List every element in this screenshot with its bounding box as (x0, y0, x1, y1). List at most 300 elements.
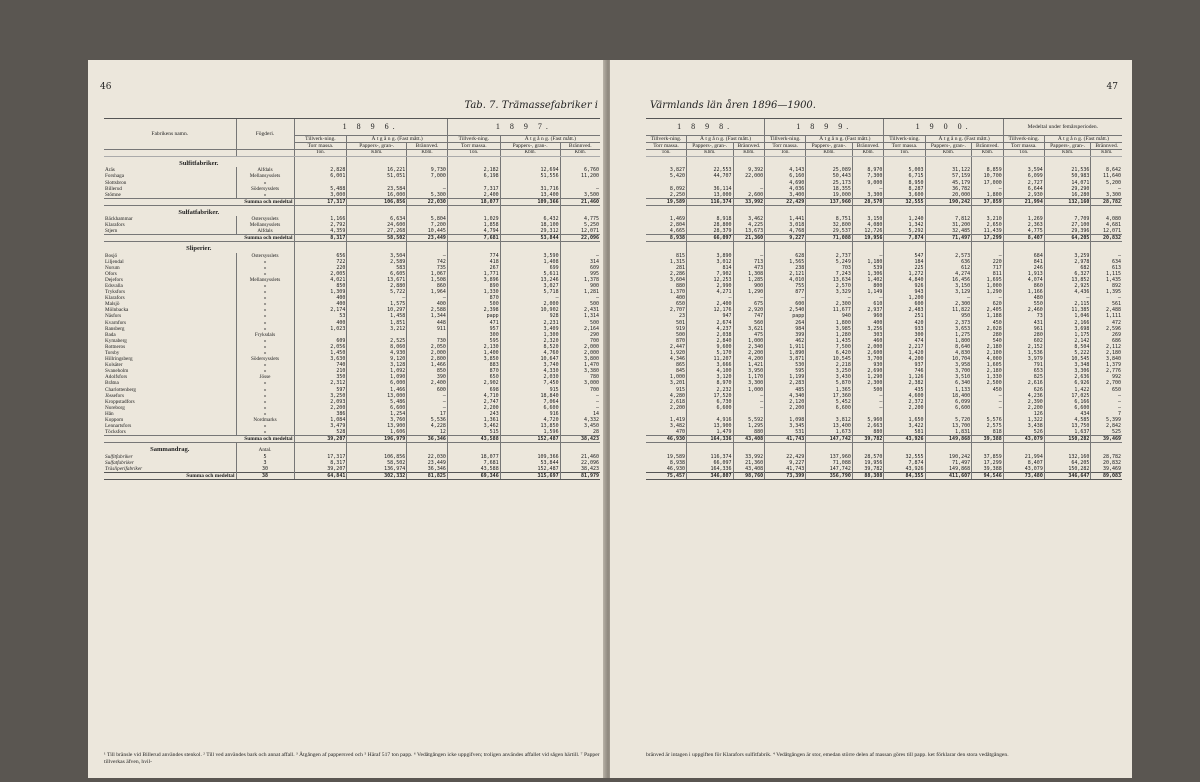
value-cell: 3,979 (1003, 356, 1044, 362)
sum-value: 20,832 (1091, 235, 1122, 242)
section-spacer (1091, 157, 1122, 168)
total-value: 315,697 (500, 472, 560, 479)
sum-value: 46,930 (646, 436, 686, 443)
value-cell: 280 (972, 332, 1004, 338)
sum-value: 137,960 (806, 198, 853, 205)
value-cell: 4,237 (686, 326, 733, 332)
value-cell: 6,600 (686, 405, 733, 411)
value-cell: 2,842 (1091, 423, 1122, 429)
value-cell: 950 (925, 313, 972, 319)
district-name: Fryksdals (236, 332, 294, 338)
value-cell: 5,722 (347, 289, 407, 295)
section-spacer (884, 242, 925, 253)
value-cell: 2,028 (972, 326, 1004, 332)
value-cell: 25,089 (806, 167, 853, 173)
header-tillverk: Tillverk-ning. (294, 136, 347, 143)
value-cell: 919 (675, 325, 685, 332)
header-1897: 1 8 9 7. (447, 119, 600, 136)
value-cell: 3,871 (765, 356, 806, 362)
value-cell: 1,240 (884, 216, 925, 222)
value-cell: 33,992 (733, 454, 765, 460)
value-cell: 448 (407, 320, 448, 326)
sum-value: 39,388 (972, 436, 1004, 443)
value-cell: 11,385 (1044, 307, 1091, 313)
value-cell: 814 (686, 265, 733, 271)
value-cell: 5,718 (500, 289, 560, 295)
table-row (646, 429, 1122, 436)
value-cell: 700 (560, 338, 600, 344)
value-cell: 5,222 (1044, 350, 1091, 356)
value-cell: 5,249 (806, 259, 853, 265)
value-cell: 21,994 (1003, 454, 1044, 460)
unit-blank (236, 150, 294, 157)
value-cell: 845 (675, 368, 685, 375)
value-cell: 1,180 (852, 259, 884, 265)
value-cell: 6,730 (686, 399, 733, 405)
value-cell: 45,179 (925, 180, 972, 186)
count-cell: 5 (236, 454, 294, 460)
value-cell: 2,180 (972, 344, 1004, 350)
value-cell: — (560, 393, 600, 399)
value-cell: 462 (765, 338, 806, 344)
district-name: » (236, 393, 294, 399)
value-cell: 609 (560, 265, 600, 271)
sum-label: Summa och medeltal (104, 436, 294, 443)
factory-name: Billerud (105, 185, 123, 192)
value-cell: 992 (1091, 374, 1122, 380)
value-cell: 937 (884, 362, 925, 368)
value-cell: 1,067 (407, 271, 448, 277)
value-cell: 13,900 (686, 423, 733, 429)
value-cell: 6,160 (765, 173, 806, 179)
sum-value: 132,160 (1044, 198, 1091, 205)
value-cell: — (560, 399, 600, 405)
district-name: » (236, 399, 294, 405)
section-spacer-row (646, 242, 1122, 253)
value-cell: 3,700 (852, 356, 884, 362)
value-cell: 3,482 (669, 423, 685, 430)
value-cell: 2,398 (447, 307, 500, 313)
value-cell: 1,290 (852, 374, 884, 380)
value-cell: 1,831 (925, 429, 972, 436)
value-cell: 2,727 (1003, 180, 1044, 186)
value-cell: 700 (560, 387, 600, 393)
value-cell: 4,840 (884, 277, 925, 283)
value-cell: — (806, 295, 853, 301)
value-cell: — (972, 186, 1004, 192)
value-cell: 1,419 (669, 417, 685, 424)
header-papper: Pappers-, gran-. (806, 143, 853, 150)
value-cell: 27,268 (347, 228, 407, 235)
value-cell: 4,280 (669, 392, 685, 399)
factory-name: Adolfsfors (105, 374, 128, 381)
total-value: 73,399 (765, 472, 806, 479)
table-row (104, 228, 600, 235)
factory-name: Charlottenberg (105, 386, 137, 393)
right-page (610, 60, 1132, 778)
value-cell: 28,379 (686, 228, 733, 235)
value-cell: 1,290 (733, 289, 765, 295)
district-name: » (236, 344, 294, 350)
value-cell: 149,868 (925, 466, 972, 473)
section-spacer (806, 205, 853, 216)
value-cell: 1,344 (407, 313, 448, 319)
section-spacer (765, 242, 806, 253)
value-cell: 150,282 (1044, 466, 1091, 473)
value-cell: 550 (1003, 301, 1044, 307)
value-cell: 2,737 (806, 253, 853, 259)
value-cell: 1,673 (806, 429, 853, 436)
value-cell: 1,175 (1044, 332, 1091, 338)
value-cell: 10,545 (806, 356, 853, 362)
value-cell: 6,600 (806, 405, 853, 411)
district-name: » (236, 265, 294, 271)
section-spacer (347, 242, 407, 253)
value-cell: 3,422 (884, 423, 925, 429)
value-cell: 2,828 (294, 167, 347, 173)
value-cell: 2,600 (852, 350, 884, 356)
value-cell: 2,286 (669, 270, 685, 277)
value-cell: 13,400 (500, 192, 560, 199)
value-cell: 3,479 (294, 423, 347, 429)
value-cell: 13,400 (806, 423, 853, 429)
value-cell: 1,479 (686, 429, 733, 436)
value-cell: 485 (765, 387, 806, 393)
value-cell: 472 (1091, 320, 1122, 326)
value-cell: 1,458 (347, 313, 407, 319)
value-cell: 1,275 (925, 332, 972, 338)
value-cell: — (1091, 399, 1122, 405)
sum-row (646, 235, 1122, 242)
value-cell: 940 (806, 313, 853, 319)
factory-name: Forshaga (105, 173, 125, 180)
value-cell: 746 (884, 368, 925, 374)
value-cell: 525 (1091, 429, 1122, 436)
value-cell: 2,525 (347, 338, 407, 344)
value-cell: 686 (1091, 338, 1122, 344)
value-cell: 73 (1003, 313, 1044, 319)
value-cell: 4,346 (669, 356, 685, 363)
value-cell: 11,207 (686, 356, 733, 362)
value-cell: 4,000 (972, 356, 1004, 362)
header-torr: Torr massa. (765, 143, 806, 150)
value-cell: 400 (852, 320, 884, 326)
value-cell: 2,200 (294, 405, 347, 411)
value-cell: 2,283 (765, 380, 806, 386)
value-cell: 1,435 (806, 338, 853, 344)
value-cell: 3,018 (765, 222, 806, 228)
value-cell: 11,822 (925, 307, 972, 313)
table-row (104, 429, 600, 436)
value-cell: 1,606 (347, 429, 407, 436)
value-cell: 6,099 (925, 399, 972, 405)
header-brand: Brännved. (972, 143, 1004, 150)
value-cell: 742 (407, 259, 448, 265)
value-cell: 13,900 (347, 423, 407, 429)
factory-name: Bada (105, 331, 116, 338)
value-cell: 2,100 (972, 350, 1004, 356)
value-cell: 7,681 (447, 460, 500, 466)
header-brand: Brännved. (560, 143, 600, 150)
value-cell: 17,000 (972, 180, 1004, 186)
value-cell: — (407, 186, 448, 192)
value-cell: 6,605 (347, 271, 407, 277)
value-cell: 31,200 (925, 222, 972, 228)
value-cell: 39,207 (294, 466, 347, 473)
value-cell: 290 (560, 332, 600, 338)
antal-label: Antal. (236, 443, 294, 454)
total-value: 89,083 (1091, 472, 1122, 479)
value-cell: 6,001 (294, 173, 347, 179)
value-cell: — (560, 295, 600, 301)
section-spacer (646, 443, 686, 454)
value-cell: 3,380 (560, 368, 600, 374)
value-cell: 1,370 (669, 289, 685, 296)
header-atgang: Å t g å n g. (Fast mått.) (1044, 136, 1122, 143)
unit-row (104, 150, 600, 157)
sum-value: 8,317 (294, 235, 347, 242)
value-cell: 1,508 (407, 277, 448, 283)
value-cell: 399 (765, 332, 806, 338)
value-cell: 2,978 (1044, 259, 1091, 265)
value-cell: 2,616 (1003, 380, 1044, 386)
value-cell: 2,880 (347, 283, 407, 289)
value-cell: 4,681 (1091, 222, 1122, 228)
value-cell: 4,100 (686, 368, 733, 374)
value-cell: 2,570 (806, 283, 853, 289)
value-cell: — (852, 405, 884, 411)
value-cell: 2,000 (852, 344, 884, 350)
sum-value: 17,299 (972, 235, 1004, 242)
value-cell: 1,111 (1091, 313, 1122, 319)
sum-value: 39,469 (1091, 436, 1122, 443)
section-spacer (972, 157, 1004, 168)
value-cell: 2,300 (852, 380, 884, 386)
value-cell: 5,420 (669, 173, 685, 180)
value-cell: 1,466 (347, 387, 407, 393)
value-cell: 39,782 (852, 466, 884, 473)
value-cell: 2,174 (294, 307, 347, 313)
value-cell: 1,771 (447, 271, 500, 277)
factory-name: Liljendal (105, 258, 124, 265)
value-cell: 1,342 (884, 222, 925, 228)
total-value: 64,841 (294, 472, 347, 479)
value-cell: 2,182 (447, 167, 500, 173)
value-cell: 22,096 (560, 460, 600, 466)
value-cell: 2,776 (1091, 368, 1122, 374)
sum-value: 71,497 (925, 235, 972, 242)
factory-name: Kymaberg (105, 337, 127, 344)
value-cell: 3,700 (925, 368, 972, 374)
factory-name: Näsfors (105, 313, 122, 320)
value-cell: — (852, 186, 884, 192)
value-cell: 6,600 (925, 405, 972, 411)
value-cell: 500 (447, 301, 500, 307)
value-cell: 39,388 (972, 466, 1004, 473)
summary-label: Träsliperifabriker (105, 465, 143, 472)
value-cell: 4,775 (560, 216, 600, 222)
value-cell: 9,000 (852, 180, 884, 186)
factory-name: Ofors (105, 270, 117, 277)
value-cell: 43,926 (884, 466, 925, 473)
section-spacer (686, 242, 733, 253)
value-cell: 9,392 (733, 167, 765, 173)
district-name: Södersysslets (236, 186, 294, 192)
factory-name: Noreborg (105, 404, 125, 411)
value-cell: 6,327 (1044, 271, 1091, 277)
sum-value: 7,874 (884, 235, 925, 242)
value-cell: 1,800 (806, 320, 853, 326)
header-torr: Torr massa. (447, 143, 500, 150)
value-cell: 3,027 (500, 283, 560, 289)
header-torr: Torr massa. (294, 143, 347, 150)
value-cell: 1,000 (972, 283, 1004, 289)
value-cell: 2,600 (733, 192, 765, 199)
value-cell: — (407, 295, 448, 301)
value-cell: 22,553 (686, 167, 733, 173)
value-cell: 44,707 (686, 173, 733, 179)
value-cell: 450 (972, 387, 1004, 393)
value-cell: 14 (560, 411, 600, 417)
value-cell: 64,205 (1044, 460, 1091, 466)
value-cell: 943 (884, 289, 925, 295)
value-cell: 474 (884, 338, 925, 344)
section-spacer (407, 157, 448, 168)
value-cell: 900 (733, 283, 765, 289)
sum-value: 21,994 (1003, 198, 1044, 205)
value-cell: 1,421 (733, 362, 765, 368)
sum-value: 21,360 (733, 235, 765, 242)
value-cell: 8,938 (669, 459, 685, 466)
section-spacer (733, 157, 765, 168)
section-title: Sliperier. (186, 245, 212, 253)
value-cell: 6,340 (925, 380, 972, 386)
section-spacer (560, 242, 600, 253)
district-name: Älfdals (236, 228, 294, 235)
value-cell: 2,747 (447, 399, 500, 405)
district-name: » (236, 180, 294, 186)
value-cell: 4,720 (500, 417, 560, 423)
value-cell: 13,671 (347, 277, 407, 283)
section-spacer (407, 205, 448, 216)
value-cell: 46,930 (666, 465, 685, 472)
header-torr: Torr massa. (646, 143, 686, 150)
section-spacer (852, 205, 884, 216)
right-table (646, 118, 1122, 480)
sum-value: 32,555 (884, 198, 925, 205)
factory-name: Slottsbron (105, 179, 127, 186)
value-cell: 2,166 (1044, 320, 1091, 326)
sum-value: 39,207 (294, 436, 347, 443)
value-cell: 4,930 (347, 350, 407, 356)
unit-kbm: Kbm. (1091, 150, 1122, 157)
district-name: Jösse (236, 374, 294, 380)
value-cell: 2,400 (407, 380, 448, 386)
value-cell: 1,170 (733, 374, 765, 380)
value-cell: 21,460 (560, 454, 600, 460)
value-cell: 400 (294, 301, 347, 307)
value-cell: 16,280 (1044, 192, 1091, 199)
value-cell: 6,760 (560, 167, 600, 173)
sum-value: 8,938 (646, 235, 686, 242)
value-cell: 825 (1003, 374, 1044, 380)
factory-name: Tryksfors (105, 289, 125, 296)
value-cell: 23 (678, 313, 685, 320)
value-cell: 41,743 (765, 466, 806, 473)
factory-name: Kroppstadfors (105, 398, 135, 405)
value-cell: 7 (1091, 411, 1122, 417)
value-cell: 530 (765, 362, 806, 368)
unit-kbm: Kbm. (925, 150, 972, 157)
value-cell: 1,000 (669, 374, 685, 381)
value-cell: 1,281 (560, 289, 600, 295)
section-spacer (1091, 205, 1122, 216)
section-spacer (447, 443, 500, 454)
value-cell: 2,320 (500, 338, 560, 344)
value-cell: 900 (560, 283, 600, 289)
value-cell: 2,589 (347, 259, 407, 265)
section-spacer (407, 443, 448, 454)
header-papper: Pappers-, gran-. (925, 143, 972, 150)
section-spacer (852, 443, 884, 454)
sum-value: 37,859 (972, 198, 1004, 205)
value-cell: 2,217 (884, 344, 925, 350)
section-spacer (765, 157, 806, 168)
value-cell: — (733, 399, 765, 405)
value-cell: 17,299 (972, 460, 1004, 466)
value-cell: 2,925 (1044, 283, 1091, 289)
value-cell: — (765, 295, 806, 301)
table-title-right: Värmlands län åren 1896—1900. (650, 100, 816, 111)
value-cell: 892 (1091, 283, 1122, 289)
value-cell: 71,088 (806, 460, 853, 466)
value-cell: 470 (675, 429, 685, 436)
value-cell: 303 (852, 332, 884, 338)
footnote-left: ¹ Till bränsle vid Billerud användes stenkol. ² Till ved användes bark och annat affall. ³ Åtgången af pappersved och ⁵ Häraf 517 ton papp. ⁶ Vedåtgången icke uppgifven; troligen användes affallet vid sågen härtill. ⁷ Papper tillverkas äfven, hvil- (104, 752, 600, 765)
value-cell: 540 (972, 338, 1004, 344)
value-cell: — (500, 295, 560, 301)
section-spacer (646, 205, 686, 216)
total-value: 88,308 (852, 472, 884, 479)
value-cell: 66,097 (686, 460, 733, 466)
value-cell: 450 (972, 320, 1004, 326)
section-spacer (1091, 242, 1122, 253)
value-cell: 6,634 (347, 216, 407, 222)
value-cell: 628 (765, 253, 806, 259)
value-cell: 2,573 (925, 253, 972, 259)
factory-name: Bosjö (105, 252, 118, 259)
value-cell: 2,804 (669, 222, 685, 229)
factory-name: Klarafors (105, 222, 125, 229)
value-cell: 8,520 (500, 344, 560, 350)
value-cell: 2,180 (1091, 350, 1122, 356)
value-cell: 4,236 (1003, 393, 1044, 399)
section-spacer (646, 157, 686, 168)
factory-name: Lennartsfors (105, 423, 132, 430)
value-cell: 957 (447, 326, 500, 332)
value-cell: 39,469 (1091, 466, 1122, 473)
value-cell: — (1044, 295, 1091, 301)
value-cell: 5,611 (500, 271, 560, 277)
section-title: Sulfitfabriker. (179, 160, 219, 168)
district-name: Nordmarks (236, 417, 294, 423)
value-cell: 4,143 (765, 167, 806, 173)
value-cell: 57,159 (925, 173, 972, 179)
section-spacer (852, 157, 884, 168)
value-cell: 4,080 (852, 222, 884, 228)
value-cell: 4,036 (765, 186, 806, 192)
section-heading (104, 242, 600, 253)
